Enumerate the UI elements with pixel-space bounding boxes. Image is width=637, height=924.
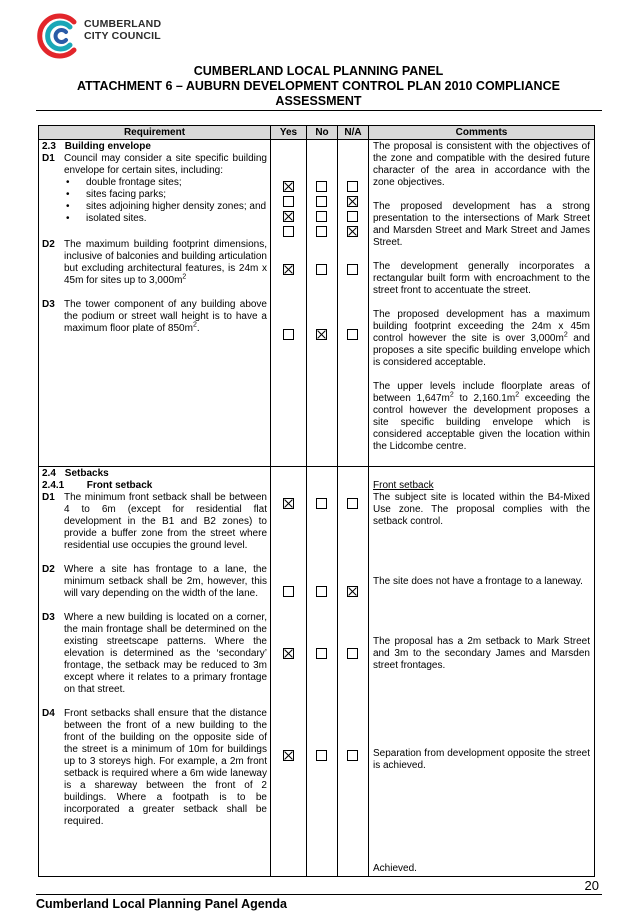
requirement-key: D2 (42, 564, 55, 575)
superscript: 2 (515, 391, 520, 399)
checked-box (347, 226, 358, 237)
requirement-key: D3 (42, 299, 55, 310)
title-line1: CUMBERLAND LOCAL PLANNING PANEL (193, 64, 444, 78)
header-requirement: Requirement (39, 126, 271, 140)
no-cell (307, 467, 338, 877)
requirement-text: Council may consider a site specific building envelope for certain sites, including: (64, 153, 267, 176)
requirement-cell (39, 467, 271, 877)
requirement-text: The minimum front setback shall be between 4 to 6m (except for residential flat development in the B1 and B2 zones) to provide a buffer zone from the street where residential use occupies the ground level. (64, 492, 267, 551)
comment-text: The upper levels include floorplate areas of between 1,647m (373, 381, 590, 404)
comment-text: The proposed development has a maximum building footprint exceeding the 24m x 45m control however the site is over 3,000m (373, 309, 590, 344)
checked-box (283, 750, 294, 761)
empty-checkbox (347, 648, 358, 659)
subsection-title: Front setback (86, 480, 153, 491)
empty-checkbox (347, 750, 358, 761)
requirement-key: D1 (42, 153, 55, 164)
logo-line2: CITY COUNCIL (84, 30, 161, 42)
no-cell (307, 140, 338, 467)
checked-box (283, 211, 294, 222)
superscript: 2 (182, 273, 187, 281)
list-item: • sites adjoining higher density zones; and (64, 201, 267, 213)
table-header-row (39, 126, 595, 140)
comment-paragraph: The site does not have a frontage to a laneway. (373, 576, 583, 587)
requirement-key: D4 (42, 708, 55, 719)
section-heading (42, 468, 267, 480)
subsection-heading (42, 480, 267, 492)
comment-text: and proposes a site specific building envelope which is considered acceptable. (373, 333, 590, 368)
title-line3: ASSESSMENT (275, 94, 362, 108)
section-title: Setbacks (64, 468, 109, 479)
comment-paragraph (373, 309, 590, 369)
logo-wordmark (84, 18, 161, 42)
table-row (39, 467, 595, 877)
table-row (39, 140, 595, 467)
section-number: 2.4 (42, 468, 56, 479)
empty-checkbox (316, 211, 327, 222)
empty-checkbox (347, 498, 358, 509)
empty-checkbox (316, 226, 327, 237)
bullet-list (42, 177, 267, 225)
title-line2: ATTACHMENT 6 – AUBURN DEVELOPMENT CONTROL PLAN 2010 COMPLIANCE (77, 79, 560, 93)
subsection-number: 2.4.1 (42, 480, 65, 491)
empty-checkbox (316, 181, 327, 192)
comment-text: to 2,160.1m (453, 393, 516, 404)
council-logo-icon (36, 12, 84, 60)
empty-checkbox (283, 196, 294, 207)
comment-paragraph: The proposed development has a strong presentation to the intersections of Mark Street and Marsden Street and Mark Street and James Street. (373, 201, 590, 248)
document-title (0, 64, 637, 109)
empty-checkbox (316, 196, 327, 207)
requirement-key: D2 (42, 239, 55, 250)
comment-paragraph: The subject site is located within the B4-Mixed Use zone. The proposal complies with the setback control. (373, 492, 590, 527)
list-item: • sites facing parks; (64, 189, 267, 201)
empty-checkbox (283, 329, 294, 340)
section-title: Building envelope (64, 141, 151, 152)
requirement-d3 (42, 299, 267, 335)
yes-cell (271, 140, 307, 467)
empty-checkbox (283, 226, 294, 237)
checked-box (283, 181, 294, 192)
header-comments: Comments (369, 126, 595, 140)
comment-paragraph: Achieved. (373, 863, 417, 874)
page-number: 20 (584, 878, 599, 893)
checked-box (283, 648, 294, 659)
requirement-d2 (42, 239, 267, 287)
yes-cell (271, 467, 307, 877)
requirement-text-body: The maximum building footprint dimensions, inclusive of balconies and building articulation but excluding architectural features, is 24m x 45m for sites up to 3,000m (64, 239, 267, 286)
checked-box (283, 498, 294, 509)
superscript: 2 (563, 331, 568, 339)
comments-cell (369, 140, 595, 467)
comment-paragraph: The proposal is consistent with the objectives of the zone and compatible with the desired future character of the area in accordance with the zone objectives. (373, 141, 590, 188)
requirement-key: D3 (42, 612, 55, 623)
checked-box (347, 586, 358, 597)
superscript: 2 (192, 321, 197, 329)
requirement-cell (39, 140, 271, 467)
comment-paragraph: Separation from development opposite the street is achieved. (373, 748, 590, 771)
empty-checkbox (347, 181, 358, 192)
requirement-text: Where a new building is located on a corner, the main frontage shall be determined on the existing streetscape patterns. Where the elevation is determined as the ‘secondary’ frontage, the setback may be reduced to 3m except where it relates to a primary frontage on that street. (64, 612, 267, 695)
empty-checkbox (347, 264, 358, 275)
empty-checkbox (347, 329, 358, 340)
empty-checkbox (316, 648, 327, 659)
comments-cell (369, 467, 595, 877)
empty-checkbox (316, 264, 327, 275)
requirement-text: Front setbacks shall ensure that the distance between the front of a new building to the front of the building on the opposite side of the street is a minimum of 10m for buildings up to 3 storeys high. For example, a 2m front setback is required where a 6m wide laneway is a shareway between the front of 2 buildings. Where a footpath is to be incorporated a greater setback shall be required. (64, 708, 267, 827)
requirement-d4 (42, 708, 267, 828)
empty-checkbox (316, 586, 327, 597)
title-rule (36, 110, 602, 111)
requirement-key: D1 (42, 492, 55, 503)
list-item: • double frontage sites; (64, 177, 267, 189)
comment-text: exceeding the control however the development proposes a site specific building envelope which is considered acceptable given the location within the Lidcombe centre. (373, 393, 590, 452)
logo-line1: CUMBERLAND (84, 18, 162, 30)
requirement-text-body: The tower component of any building above the podium or street wall height is to have a maximum floor plate of 850m (64, 299, 267, 334)
superscript: 2 (449, 391, 454, 399)
section-heading (42, 141, 267, 153)
requirement-d2 (42, 564, 267, 600)
empty-checkbox (316, 750, 327, 761)
empty-checkbox (316, 498, 327, 509)
section-number: 2.3 (42, 141, 56, 152)
requirement-text (64, 239, 267, 287)
empty-checkbox (283, 586, 294, 597)
requirement-text: The tower component of any building above the podium or street wall height is to have a maximum floor plate of $850m^2$. (64, 299, 267, 334)
requirement-text: Where a site has frontage to a lane, the minimum setback shall be 2m, however, this will vary depending on the width of the lane. (64, 564, 267, 599)
comment-heading: Front setback (373, 480, 434, 491)
checked-box (283, 264, 294, 275)
header-yes: Yes (271, 126, 307, 140)
na-cell (338, 467, 369, 877)
header-na: N/A (338, 126, 369, 140)
na-cell (338, 140, 369, 467)
checked-box (347, 196, 358, 207)
compliance-table (38, 125, 595, 877)
footer-agenda: Cumberland Local Planning Panel Agenda (36, 894, 602, 911)
header-no: No (307, 126, 338, 140)
requirement-d1 (42, 492, 267, 552)
requirement-d3 (42, 612, 267, 696)
checked-box (316, 329, 327, 340)
requirement-d1 (42, 153, 267, 177)
comment-paragraph: The proposal has a 2m setback to Mark Street and 3m to the secondary James and Marsden street frontages. (373, 636, 590, 671)
list-item: • isolated sites. (64, 213, 267, 225)
empty-checkbox (347, 211, 358, 222)
comment-paragraph (373, 381, 590, 453)
comment-paragraph: The development generally incorporates a rectangular built form with encroachment to the street front to accentuate the street. (373, 261, 590, 296)
